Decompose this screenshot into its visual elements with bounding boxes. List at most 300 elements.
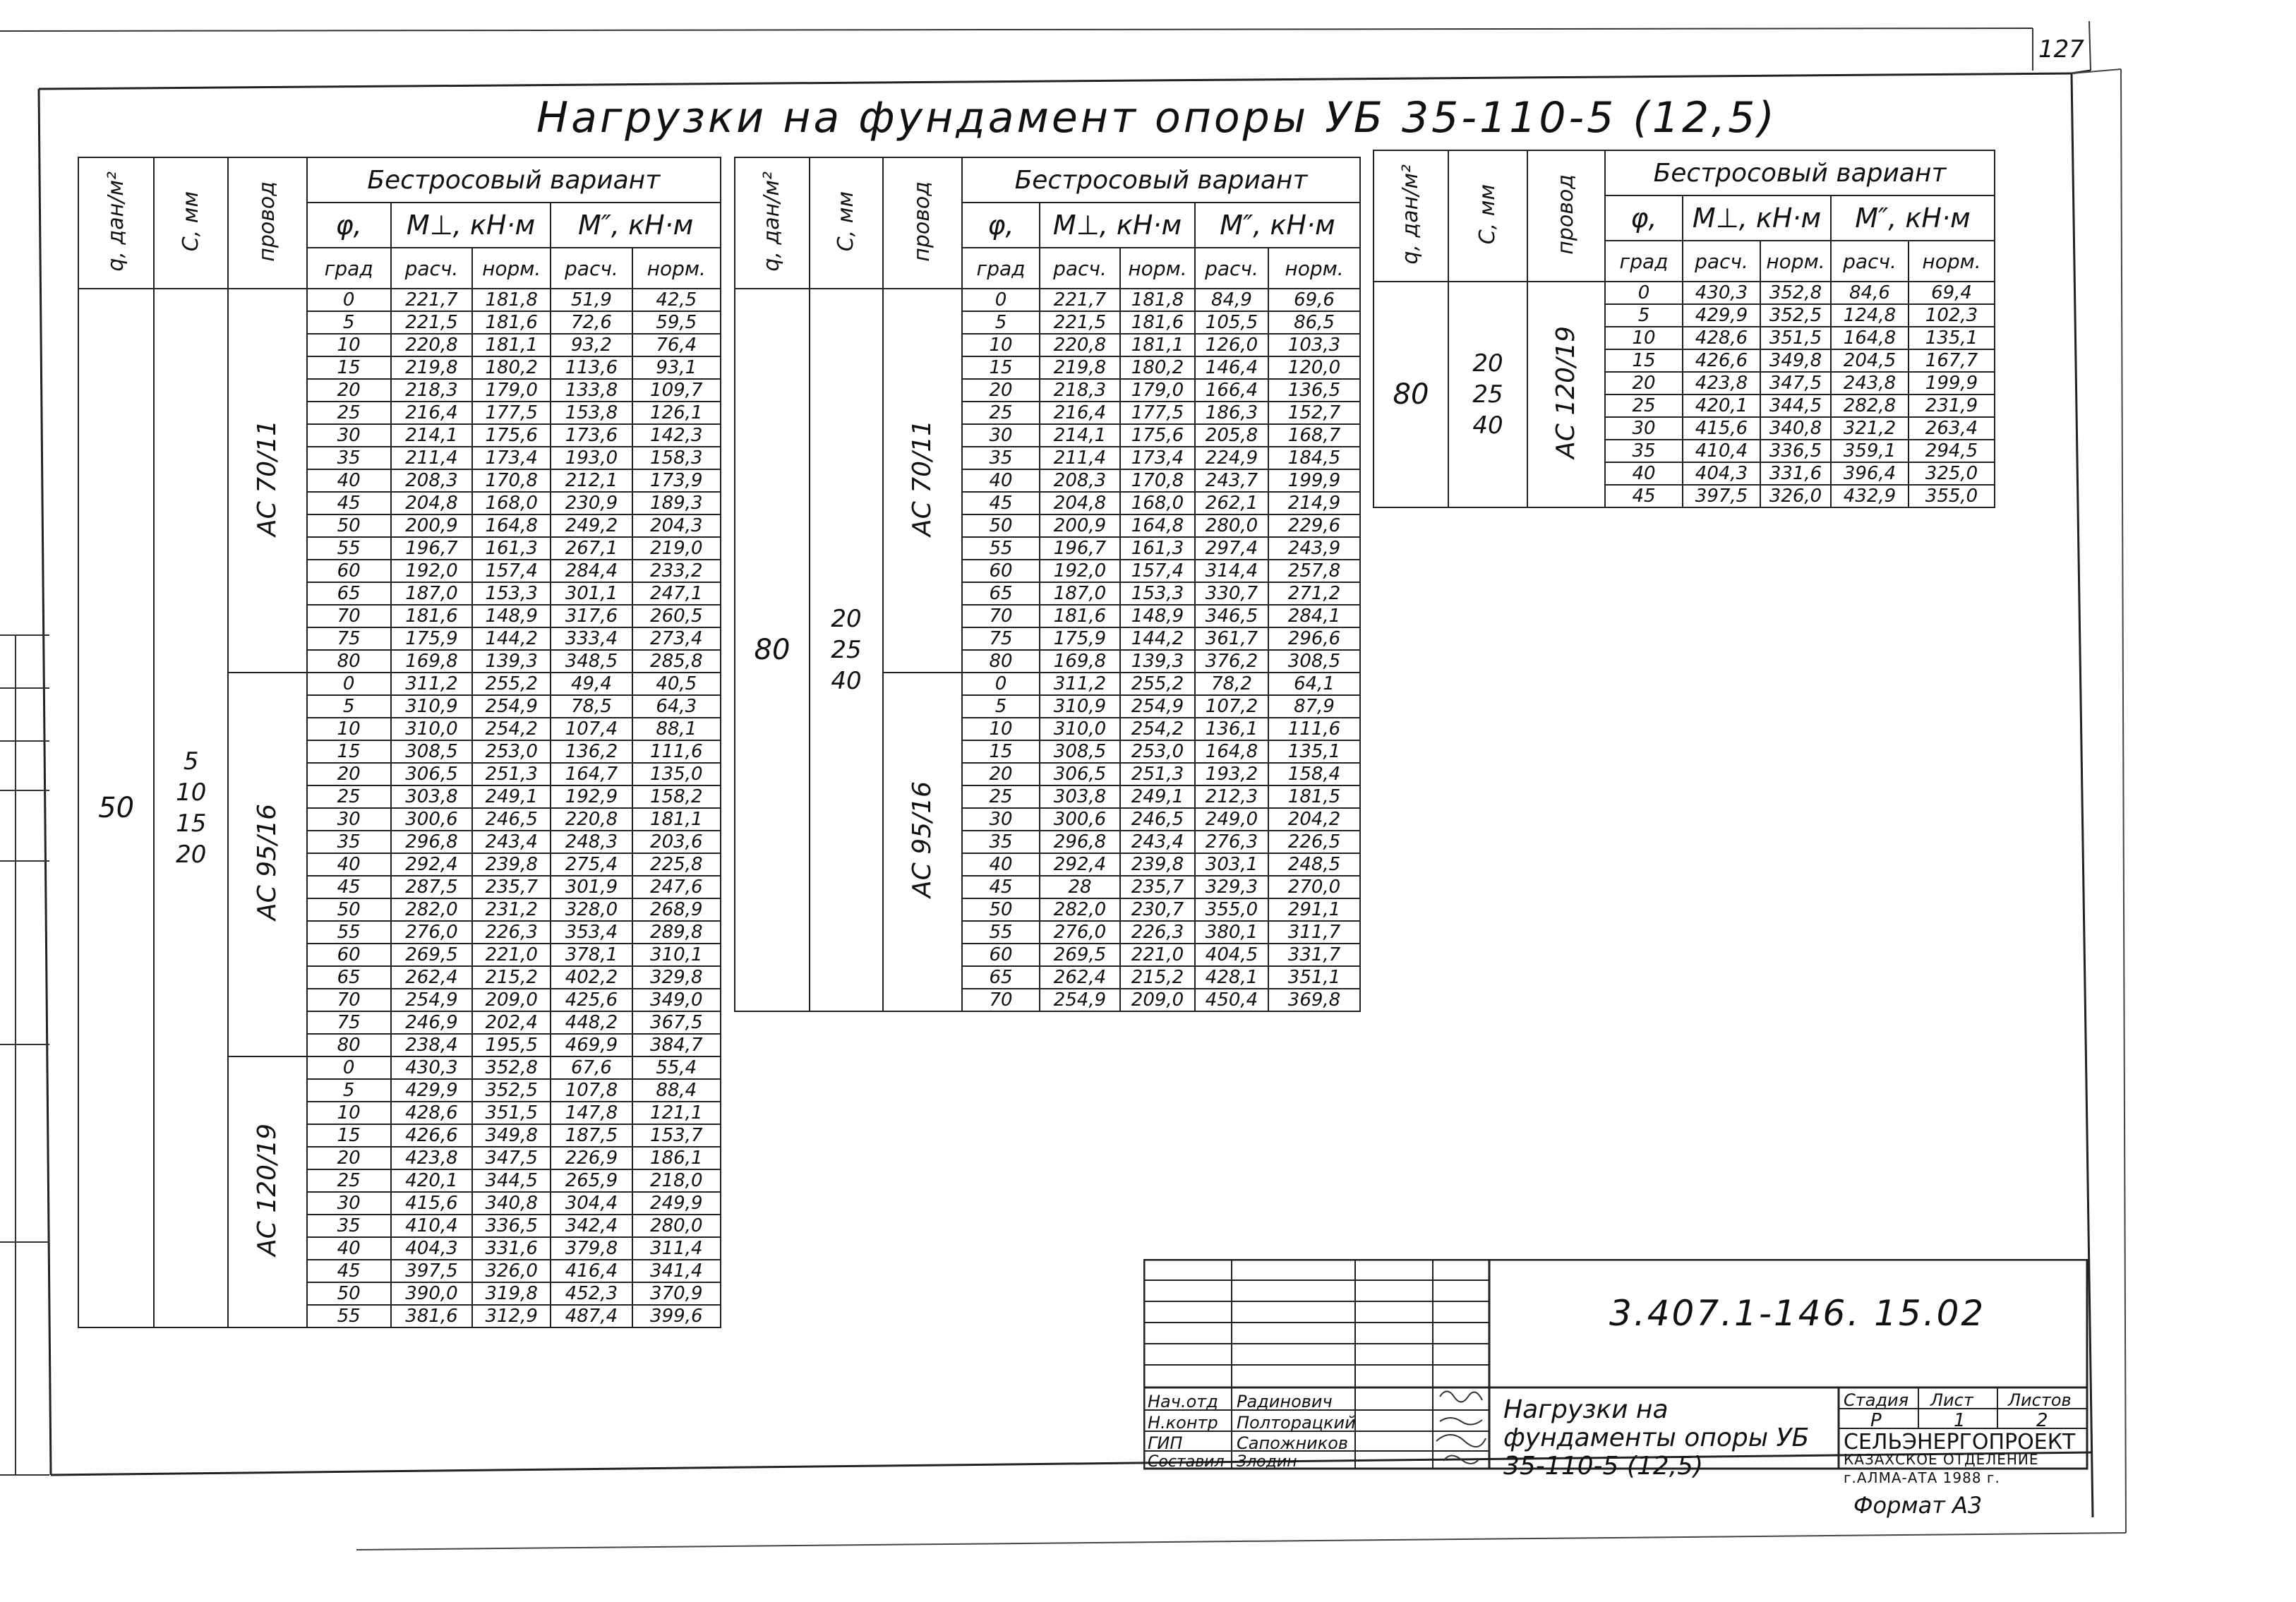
- m-perp-header: M⊥, кН·м: [1040, 203, 1195, 248]
- m-perp-calc-cell: 296,8: [1040, 831, 1120, 853]
- m-par-calc-cell: 396,4: [1831, 462, 1909, 485]
- wire-header: провод: [228, 157, 306, 289]
- angle-cell: 70: [962, 989, 1040, 1011]
- m-perp-norm-cell: 230,7: [1120, 898, 1195, 921]
- m-par-norm-cell: 76,4: [632, 334, 721, 356]
- angle-cell: 30: [1605, 417, 1683, 440]
- m-par-calc-cell: 93,2: [551, 334, 632, 356]
- angle-cell: 50: [962, 514, 1040, 537]
- m-perp-calc-cell: 420,1: [1683, 395, 1760, 417]
- wire-cell: [883, 289, 962, 673]
- m-perp-calc-cell: 311,2: [1040, 673, 1120, 695]
- m-perp-norm-cell: 181,6: [472, 311, 551, 334]
- m-perp-calc-cell: 308,5: [391, 740, 472, 763]
- m-par-norm-cell: 296,6: [1268, 627, 1360, 650]
- m-par-norm-cell: 311,4: [632, 1237, 721, 1260]
- m-par-norm-cell: 93,1: [632, 356, 721, 379]
- m-perp-norm-cell: 153,3: [472, 582, 551, 605]
- angle-cell: 20: [307, 1147, 391, 1169]
- m-par-calc-cell: 342,4: [551, 1215, 632, 1237]
- m-par-calc-cell: 166,4: [1195, 379, 1268, 402]
- sheet-description: Нагрузки на фундаменты опоры УБ 35-110-5 (12,5): [1503, 1395, 1810, 1481]
- m-perp-norm-cell: 195,5: [472, 1034, 551, 1056]
- m-perp-norm-cell: 215,2: [1120, 966, 1195, 989]
- m-par-calc-cell: 67,6: [551, 1056, 632, 1079]
- m-perp-calc-cell: 169,8: [1040, 650, 1120, 673]
- m-perp-norm-cell: 352,8: [1760, 282, 1831, 304]
- m-par-calc-cell: 51,9: [551, 289, 632, 311]
- m-perp-calc-cell: 262,4: [391, 966, 472, 989]
- q-value: 80: [735, 289, 810, 1011]
- m-perp-calc-cell: 169,8: [391, 650, 472, 673]
- m-perp-calc-cell: 196,7: [1040, 537, 1120, 560]
- m-perp-norm-cell: 161,3: [472, 537, 551, 560]
- m-perp-calc-cell: 221,7: [1040, 289, 1120, 311]
- m-par-norm-cell: 109,7: [632, 379, 721, 402]
- angle-cell: 20: [962, 379, 1040, 402]
- calc-header: расч.: [1040, 248, 1120, 289]
- norm-header: норм.: [1120, 248, 1195, 289]
- m-par-norm-cell: 40,5: [632, 673, 721, 695]
- angle-cell: 40: [307, 1237, 391, 1260]
- angle-cell: 65: [962, 582, 1040, 605]
- m-perp-norm-cell: 215,2: [472, 966, 551, 989]
- m-perp-calc-cell: 262,4: [1040, 966, 1120, 989]
- m-par-calc-cell: 153,8: [551, 402, 632, 424]
- m-perp-calc-cell: 219,8: [1040, 356, 1120, 379]
- m-perp-calc-cell: 218,3: [1040, 379, 1120, 402]
- m-par-norm-cell: 204,3: [632, 514, 721, 537]
- name-1: Радинович: [1237, 1392, 1333, 1411]
- angle-cell: 75: [307, 1011, 391, 1034]
- angle-cell: 25: [307, 785, 391, 808]
- m-par-norm-cell: 218,0: [632, 1169, 721, 1192]
- calc-header: расч.: [551, 248, 632, 289]
- m-perp-calc-cell: 196,7: [391, 537, 472, 560]
- m-perp-calc-cell: 404,3: [391, 1237, 472, 1260]
- m-par-norm-cell: 263,4: [1909, 417, 1995, 440]
- c-value: 25: [1472, 380, 1503, 409]
- m-par-norm-cell: 291,1: [1268, 898, 1360, 921]
- m-perp-norm-cell: 243,4: [472, 831, 551, 853]
- angle-cell: 45: [307, 1260, 391, 1282]
- phi-unit: град: [1605, 241, 1683, 282]
- m-par-norm-cell: 214,9: [1268, 492, 1360, 514]
- c-values: [1448, 282, 1527, 507]
- m-perp-norm-cell: 326,0: [1760, 485, 1831, 507]
- m-perp-calc-cell: 428,6: [1683, 327, 1760, 349]
- m-perp-calc-cell: 181,6: [1040, 605, 1120, 627]
- m-perp-norm-cell: 340,8: [472, 1192, 551, 1215]
- m-par-norm-cell: 341,4: [632, 1260, 721, 1282]
- m-par-norm-cell: 135,1: [1909, 327, 1995, 349]
- m-perp-norm-cell: 139,3: [472, 650, 551, 673]
- m-par-calc-cell: 147,8: [551, 1102, 632, 1124]
- m-par-norm-cell: 219,0: [632, 537, 721, 560]
- m-perp-norm-cell: 336,5: [472, 1215, 551, 1237]
- m-perp-calc-cell: 410,4: [391, 1215, 472, 1237]
- m-par-calc-cell: 333,4: [551, 627, 632, 650]
- angle-cell: 25: [1605, 395, 1683, 417]
- m-par-norm-cell: 355,0: [1909, 485, 1995, 507]
- m-par-calc-cell: 78,5: [551, 695, 632, 718]
- m-par-norm-cell: 349,0: [632, 989, 721, 1011]
- m-par-norm-cell: 370,9: [632, 1282, 721, 1305]
- m-perp-calc-cell: 306,5: [1040, 763, 1120, 785]
- m-par-norm-cell: 203,6: [632, 831, 721, 853]
- m-par-calc-cell: 126,0: [1195, 334, 1268, 356]
- angle-cell: 45: [1605, 485, 1683, 507]
- m-par-norm-cell: 289,8: [632, 921, 721, 944]
- m-par-norm-cell: 199,9: [1909, 372, 1995, 395]
- angle-cell: 35: [307, 831, 391, 853]
- m-perp-norm-cell: 251,3: [1120, 763, 1195, 785]
- m-perp-calc-cell: 300,6: [1040, 808, 1120, 831]
- m-par-norm-cell: 168,7: [1268, 424, 1360, 447]
- m-par-calc-cell: 317,6: [551, 605, 632, 627]
- m-perp-norm-cell: 144,2: [472, 627, 551, 650]
- m-par-calc-cell: 280,0: [1195, 514, 1268, 537]
- page-number: 127: [2038, 35, 2084, 64]
- m-par-calc-cell: 164,8: [1831, 327, 1909, 349]
- m-perp-calc-cell: 303,8: [391, 785, 472, 808]
- stage-label: Стадия: [1844, 1390, 1909, 1410]
- m-par-norm-cell: 102,3: [1909, 304, 1995, 327]
- angle-cell: 75: [307, 627, 391, 650]
- angle-cell: 75: [962, 627, 1040, 650]
- m-par-calc-cell: 49,4: [551, 673, 632, 695]
- m-par-calc-cell: 361,7: [1195, 627, 1268, 650]
- m-par-norm-cell: 158,2: [632, 785, 721, 808]
- m-perp-norm-cell: 349,8: [1760, 349, 1831, 372]
- m-perp-norm-cell: 181,6: [1120, 311, 1195, 334]
- angle-cell: 10: [962, 718, 1040, 740]
- angle-cell: 0: [307, 289, 391, 311]
- m-perp-norm-cell: 249,1: [472, 785, 551, 808]
- m-par-norm-cell: 294,5: [1909, 440, 1995, 462]
- m-par-calc-cell: 432,9: [1831, 485, 1909, 507]
- m-par-norm-cell: 142,3: [632, 424, 721, 447]
- m-par-norm-cell: 285,8: [632, 650, 721, 673]
- calc-header: расч.: [1831, 241, 1909, 282]
- m-par-calc-cell: 187,5: [551, 1124, 632, 1147]
- angle-cell: 35: [962, 447, 1040, 469]
- m-perp-calc-cell: 220,8: [1040, 334, 1120, 356]
- wire-type: АС 95/16: [908, 781, 937, 898]
- table-row: [78, 289, 721, 311]
- m-par-calc-cell: 330,7: [1195, 582, 1268, 605]
- angle-cell: 55: [307, 537, 391, 560]
- variant-header: Бестросовый вариант: [1605, 150, 1995, 195]
- m-perp-norm-cell: 209,0: [472, 989, 551, 1011]
- m-perp-norm-cell: 246,5: [1120, 808, 1195, 831]
- m-perp-calc-cell: 254,9: [391, 989, 472, 1011]
- angle-cell: 45: [962, 492, 1040, 514]
- angle-cell: 70: [962, 605, 1040, 627]
- m-par-norm-cell: 103,3: [1268, 334, 1360, 356]
- m-par-calc-cell: 248,3: [551, 831, 632, 853]
- angle-cell: 55: [962, 537, 1040, 560]
- m-par-norm-cell: 247,1: [632, 582, 721, 605]
- c-value: 5: [183, 747, 199, 776]
- angle-cell: 10: [1605, 327, 1683, 349]
- m-perp-norm-cell: 226,3: [1120, 921, 1195, 944]
- c-header: С, мм: [1448, 150, 1527, 282]
- m-perp-calc-cell: 211,4: [391, 447, 472, 469]
- m-perp-norm-cell: 181,8: [1120, 289, 1195, 311]
- m-perp-norm-cell: 243,4: [1120, 831, 1195, 853]
- angle-cell: 50: [962, 898, 1040, 921]
- m-par-norm-cell: 181,1: [632, 808, 721, 831]
- m-par-norm-cell: 329,8: [632, 966, 721, 989]
- wire-type: АС 70/11: [908, 420, 937, 536]
- m-par-norm-cell: 167,7: [1909, 349, 1995, 372]
- m-perp-norm-cell: 254,9: [1120, 695, 1195, 718]
- phi-header: φ,: [962, 203, 1040, 248]
- angle-cell: 70: [307, 605, 391, 627]
- variant-header: Бестросовый вариант: [962, 157, 1360, 203]
- angle-cell: 40: [962, 469, 1040, 492]
- m-perp-calc-cell: 204,8: [391, 492, 472, 514]
- m-perp-norm-cell: 235,7: [1120, 876, 1195, 898]
- m-perp-norm-cell: 164,8: [472, 514, 551, 537]
- c-values: [810, 289, 883, 1011]
- angle-cell: 35: [307, 1215, 391, 1237]
- m-perp-calc-cell: 397,5: [1683, 485, 1760, 507]
- q-header: q, дан/м²: [78, 157, 154, 289]
- sheets-label: Листов: [2008, 1390, 2072, 1410]
- angle-cell: 35: [1605, 440, 1683, 462]
- m-perp-calc-cell: 292,4: [1040, 853, 1120, 876]
- angle-cell: 20: [307, 763, 391, 785]
- angle-cell: 55: [307, 1305, 391, 1327]
- m-perp-norm-cell: 246,5: [472, 808, 551, 831]
- angle-cell: 0: [1605, 282, 1683, 304]
- m-par-calc-cell: 133,8: [551, 379, 632, 402]
- m-par-norm-cell: 152,7: [1268, 402, 1360, 424]
- m-par-calc-cell: 425,6: [551, 989, 632, 1011]
- angle-cell: 40: [962, 853, 1040, 876]
- angle-cell: 35: [962, 831, 1040, 853]
- angle-cell: 40: [307, 853, 391, 876]
- angle-cell: 15: [962, 356, 1040, 379]
- m-perp-calc-cell: 415,6: [391, 1192, 472, 1215]
- m-perp-norm-cell: 168,0: [1120, 492, 1195, 514]
- m-perp-calc-cell: 426,6: [391, 1124, 472, 1147]
- angle-cell: 15: [307, 356, 391, 379]
- angle-cell: 15: [307, 1124, 391, 1147]
- m-par-norm-cell: 260,5: [632, 605, 721, 627]
- m-par-norm-cell: 87,9: [1268, 695, 1360, 718]
- angle-cell: 25: [307, 1169, 391, 1192]
- angle-cell: 30: [307, 808, 391, 831]
- m-par-calc-cell: 267,1: [551, 537, 632, 560]
- m-perp-calc-cell: 175,9: [391, 627, 472, 650]
- m-perp-norm-cell: 173,4: [472, 447, 551, 469]
- m-perp-norm-cell: 352,5: [472, 1079, 551, 1102]
- angle-cell: 60: [307, 944, 391, 966]
- m-perp-calc-cell: 200,9: [1040, 514, 1120, 537]
- m-perp-calc-cell: 303,8: [1040, 785, 1120, 808]
- angle-cell: 25: [307, 402, 391, 424]
- angle-cell: 60: [962, 560, 1040, 582]
- m-perp-norm-cell: 181,1: [472, 334, 551, 356]
- m-par-norm-cell: 64,1: [1268, 673, 1360, 695]
- variant-header: Бестросовый вариант: [307, 157, 721, 203]
- sheets-value: 2: [2036, 1410, 2048, 1431]
- sheet-title: Нагрузки на фундамент опоры УБ 35-110-5 (12,5): [536, 93, 1777, 143]
- norm-header: норм.: [632, 248, 721, 289]
- m-par-calc-cell: 376,2: [1195, 650, 1268, 673]
- m-par-norm-cell: 367,5: [632, 1011, 721, 1034]
- m-perp-calc-cell: 219,8: [391, 356, 472, 379]
- m-perp-calc-cell: 276,0: [1040, 921, 1120, 944]
- calc-header: расч.: [391, 248, 472, 289]
- norm-header: норм.: [1760, 241, 1831, 282]
- m-par-norm-cell: 158,4: [1268, 763, 1360, 785]
- m-perp-norm-cell: 173,4: [1120, 447, 1195, 469]
- m-par-calc-cell: 348,5: [551, 650, 632, 673]
- m-perp-calc-cell: 269,5: [391, 944, 472, 966]
- load-table-1: [78, 157, 721, 1328]
- m-perp-norm-cell: 181,8: [472, 289, 551, 311]
- norm-header: норм.: [1909, 241, 1995, 282]
- m-par-norm-cell: 384,7: [632, 1034, 721, 1056]
- angle-cell: 20: [962, 763, 1040, 785]
- m-perp-calc-cell: 429,9: [1683, 304, 1760, 327]
- m-par-norm-cell: 249,9: [632, 1192, 721, 1215]
- m-perp-calc-cell: 306,5: [391, 763, 472, 785]
- angle-cell: 25: [962, 402, 1040, 424]
- m-perp-calc-cell: 308,5: [1040, 740, 1120, 763]
- m-perp-calc-cell: 381,6: [391, 1305, 472, 1327]
- wire-cell: [228, 1056, 306, 1327]
- q-value: 50: [78, 289, 154, 1327]
- m-perp-calc-cell: 428,6: [391, 1102, 472, 1124]
- m-perp-norm-cell: 326,0: [472, 1260, 551, 1282]
- m-par-norm-cell: 351,1: [1268, 966, 1360, 989]
- wire-type: АС 120/19: [252, 1123, 282, 1256]
- m-perp-norm-cell: 331,6: [472, 1237, 551, 1260]
- m-par-header: M″, кН·м: [1195, 203, 1360, 248]
- m-perp-calc-cell: 221,5: [1040, 311, 1120, 334]
- m-perp-calc-cell: 410,4: [1683, 440, 1760, 462]
- m-perp-header: M⊥, кН·м: [391, 203, 551, 248]
- m-perp-norm-cell: 319,8: [472, 1282, 551, 1305]
- m-par-calc-cell: 450,4: [1195, 989, 1268, 1011]
- m-par-norm-cell: 233,2: [632, 560, 721, 582]
- m-par-norm-cell: 126,1: [632, 402, 721, 424]
- angle-cell: 10: [307, 334, 391, 356]
- m-par-norm-cell: 88,1: [632, 718, 721, 740]
- m-perp-calc-cell: 310,9: [1040, 695, 1120, 718]
- m-par-norm-cell: 121,1: [632, 1102, 721, 1124]
- role-3: ГИП: [1148, 1433, 1183, 1453]
- m-par-calc-cell: 105,5: [1195, 311, 1268, 334]
- m-perp-norm-cell: 161,3: [1120, 537, 1195, 560]
- m-par-norm-cell: 225,8: [632, 853, 721, 876]
- m-perp-norm-cell: 180,2: [1120, 356, 1195, 379]
- angle-cell: 30: [962, 808, 1040, 831]
- m-perp-calc-cell: 310,9: [391, 695, 472, 718]
- m-perp-norm-cell: 179,0: [1120, 379, 1195, 402]
- m-perp-calc-cell: 397,5: [391, 1260, 472, 1282]
- m-par-calc-cell: 205,8: [1195, 424, 1268, 447]
- m-par-norm-cell: 247,6: [632, 876, 721, 898]
- m-par-calc-cell: 72,6: [551, 311, 632, 334]
- wire-header: провод: [1527, 150, 1605, 282]
- m-par-calc-cell: 380,1: [1195, 921, 1268, 944]
- m-perp-norm-cell: 175,6: [1120, 424, 1195, 447]
- m-par-calc-cell: 378,1: [551, 944, 632, 966]
- m-perp-calc-cell: 404,3: [1683, 462, 1760, 485]
- m-par-norm-cell: 257,8: [1268, 560, 1360, 582]
- wire-cell: [1527, 282, 1605, 507]
- m-par-norm-cell: 136,5: [1268, 379, 1360, 402]
- m-perp-header: M⊥, кН·м: [1683, 195, 1831, 241]
- m-par-calc-cell: 220,8: [551, 808, 632, 831]
- m-perp-calc-cell: 296,8: [391, 831, 472, 853]
- m-par-norm-cell: 153,7: [632, 1124, 721, 1147]
- m-par-norm-cell: 158,3: [632, 447, 721, 469]
- m-perp-calc-cell: 311,2: [391, 673, 472, 695]
- angle-cell: 50: [307, 898, 391, 921]
- wire-header: провод: [883, 157, 962, 289]
- angle-cell: 65: [962, 966, 1040, 989]
- c-values: [154, 289, 228, 1327]
- m-par-norm-cell: 331,7: [1268, 944, 1360, 966]
- m-par-norm-cell: 243,9: [1268, 537, 1360, 560]
- m-perp-norm-cell: 253,0: [1120, 740, 1195, 763]
- m-perp-calc-cell: 429,9: [391, 1079, 472, 1102]
- m-perp-calc-cell: 187,0: [1040, 582, 1120, 605]
- m-par-calc-cell: 346,5: [1195, 605, 1268, 627]
- m-par-norm-cell: 271,2: [1268, 582, 1360, 605]
- m-par-calc-cell: 84,6: [1831, 282, 1909, 304]
- doc-code: 3.407.1-146. 15.02: [1609, 1293, 1986, 1334]
- angle-cell: 20: [307, 379, 391, 402]
- m-perp-norm-cell: 181,1: [1120, 334, 1195, 356]
- m-perp-calc-cell: 200,9: [391, 514, 472, 537]
- c-value: 40: [1472, 411, 1503, 440]
- m-par-calc-cell: 262,1: [1195, 492, 1268, 514]
- m-par-calc-cell: 275,4: [551, 853, 632, 876]
- m-par-calc-cell: 230,9: [551, 492, 632, 514]
- m-par-calc-cell: 78,2: [1195, 673, 1268, 695]
- wire-cell: [883, 673, 962, 1011]
- m-par-calc-cell: 224,9: [1195, 447, 1268, 469]
- m-par-calc-cell: 164,8: [1195, 740, 1268, 763]
- m-par-calc-cell: 113,6: [551, 356, 632, 379]
- m-par-calc-cell: 314,4: [1195, 560, 1268, 582]
- m-perp-norm-cell: 177,5: [1120, 402, 1195, 424]
- m-par-norm-cell: 86,5: [1268, 311, 1360, 334]
- m-perp-calc-cell: 214,1: [1040, 424, 1120, 447]
- q-header: q, дан/м²: [1374, 150, 1448, 282]
- m-perp-norm-cell: 251,3: [472, 763, 551, 785]
- m-par-calc-cell: 402,2: [551, 966, 632, 989]
- m-par-norm-cell: 273,4: [632, 627, 721, 650]
- angle-cell: 5: [962, 695, 1040, 718]
- table-row: [735, 289, 1360, 311]
- m-par-norm-cell: 55,4: [632, 1056, 721, 1079]
- m-par-norm-cell: 369,8: [1268, 989, 1360, 1011]
- m-par-calc-cell: 164,7: [551, 763, 632, 785]
- m-par-norm-cell: 184,5: [1268, 447, 1360, 469]
- m-par-norm-cell: 69,4: [1909, 282, 1995, 304]
- m-par-calc-cell: 301,9: [551, 876, 632, 898]
- wire-type: АС 95/16: [252, 804, 282, 920]
